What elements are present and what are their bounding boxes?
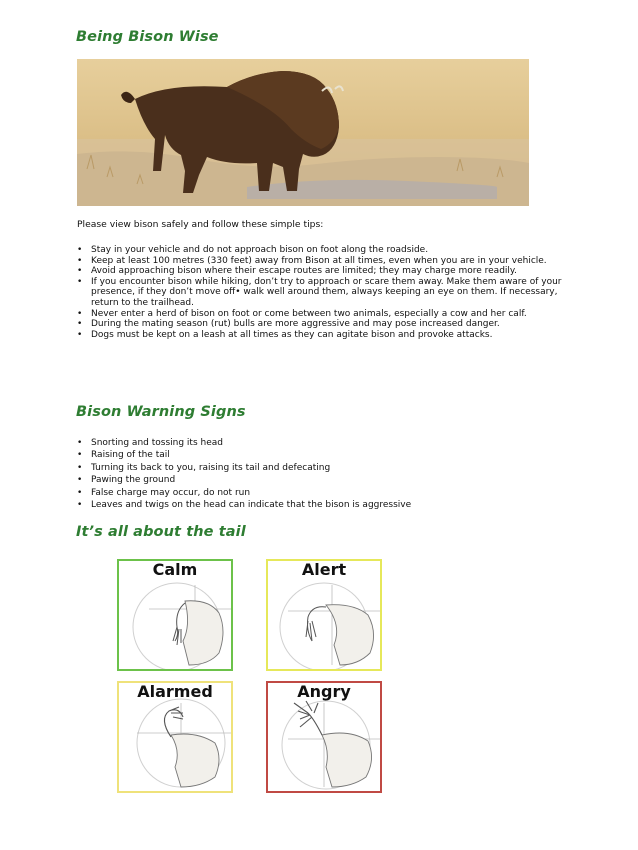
list-item: • False charge may occur, do not run <box>77 487 567 499</box>
list-item: • Keep at least 100 metres (330 feet) away from Bison at all times, even when you are in your vehicle. <box>77 256 567 267</box>
panel-label-calm: Calm <box>152 560 198 579</box>
list-item: • Dogs must be kept on a leash at all times as they can agitate bison and provoke attacks. <box>77 330 567 341</box>
list-item: • Never enter a herd of bison on foot or come between two animals, especially a cow and her calf. <box>77 309 567 320</box>
warning-signs-list <box>77 437 567 511</box>
intro-text: Please view bison safely and follow these simple tips: <box>77 219 324 230</box>
bison-photo <box>77 59 529 206</box>
panel-label-alert: Alert <box>301 560 347 579</box>
tips-list <box>77 245 567 340</box>
tail-panel-calm <box>117 559 233 671</box>
title-bison-warning-signs: Bison Warning Signs <box>76 404 246 420</box>
tail-panel-angry <box>266 681 382 793</box>
list-item: • Leaves and twigs on the head can indicate that the bison is aggressive <box>77 499 567 511</box>
list-item: • Snorting and tossing its head <box>77 437 567 449</box>
list-item: • Turning its back to you, raising its tail and defecating <box>77 462 567 474</box>
panel-label-alarmed: Alarmed <box>137 682 213 701</box>
list-item: • Stay in your vehicle and do not approach bison on foot along the roadside. <box>77 245 567 256</box>
list-item: • If you encounter bison while hiking, don’t try to approach or scare them away. Make them aware of your presence, if they don’t move off• walk well around them, always keeping an eye on them. If necessary, return to the trailhead. <box>77 277 567 309</box>
title-being-bison-wise: Being Bison Wise <box>76 29 219 45</box>
list-item: • During the mating season (rut) bulls are more aggressive and may pose increased danger. <box>77 319 567 330</box>
tail-panel-alarmed <box>117 681 233 793</box>
tail-panel-alert <box>266 559 382 671</box>
panel-label-angry: Angry <box>297 682 351 701</box>
list-item: • Raising of the tail <box>77 449 567 461</box>
title-tail: It’s all about the tail <box>76 524 246 540</box>
list-item: • Avoid approaching bison where their escape routes are limited; they may charge more readily. <box>77 266 567 277</box>
list-item: • Pawing the ground <box>77 474 567 486</box>
